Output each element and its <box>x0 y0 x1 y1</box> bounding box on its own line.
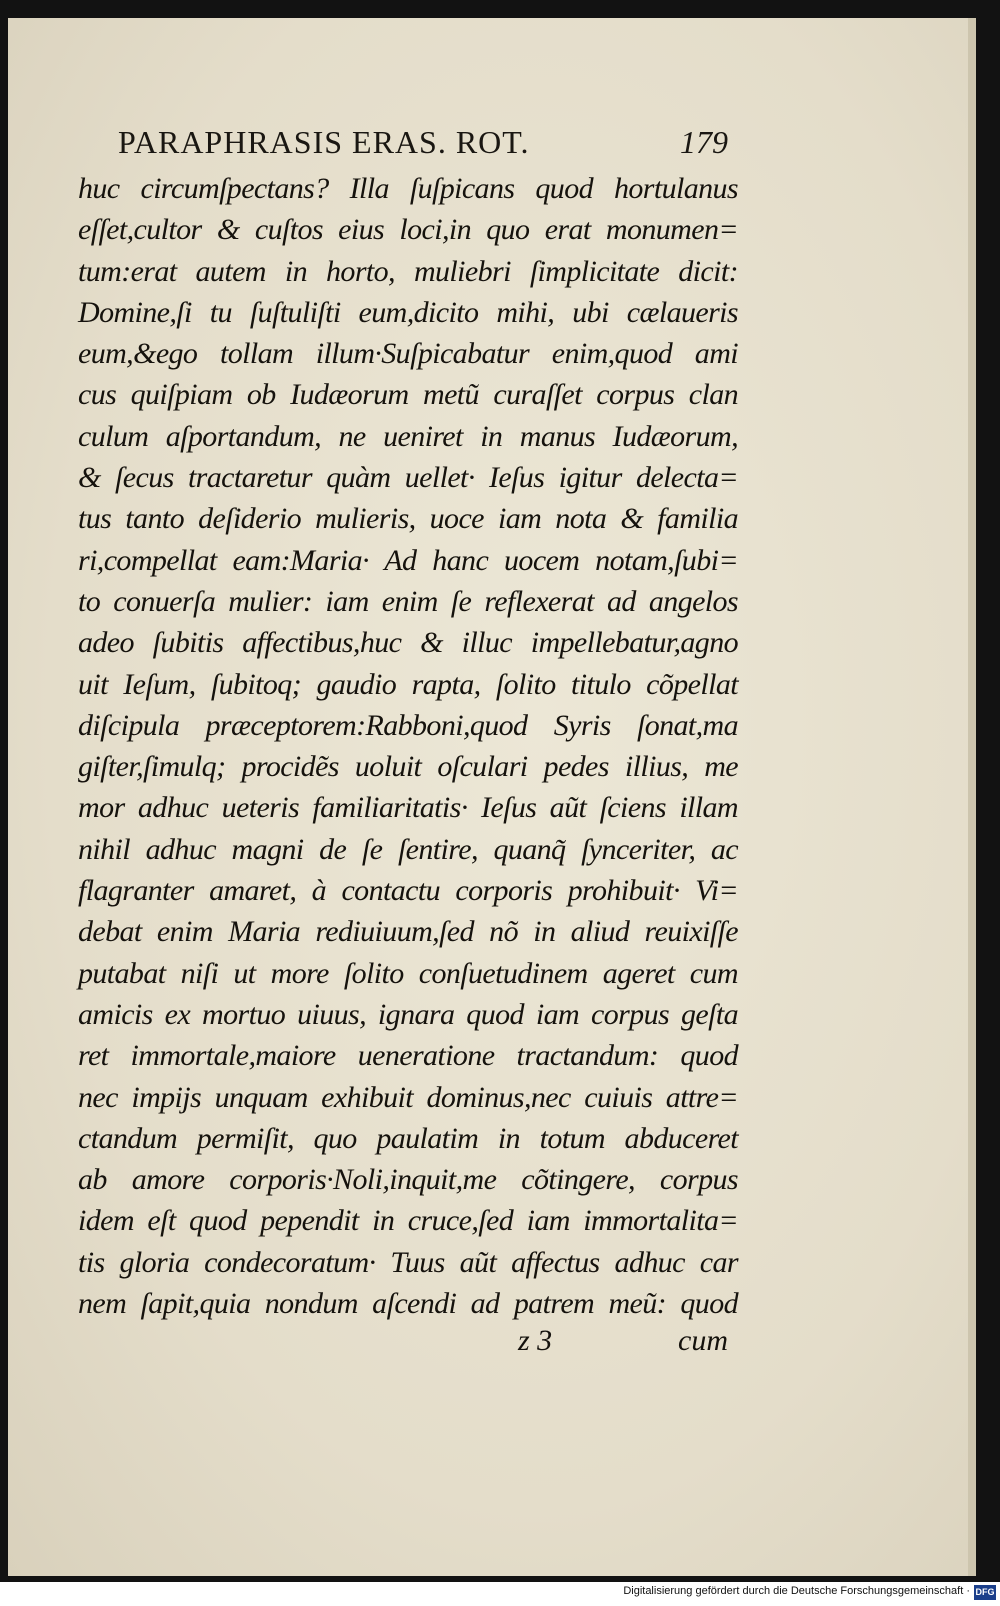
text-line: ctandum permiſit, quo paulatim in totum abduceret <box>78 1121 738 1155</box>
text-line: & ſecus tractaretur quàm uellet· Ieſus igitur delecta= <box>78 461 738 495</box>
page-footer <box>498 1324 728 1366</box>
running-title: PARAPHRASIS ERAS. ROT. <box>118 124 530 160</box>
text-line: mor adhuc ueteris familiaritatis· Ieſus aũt ſciens illam <box>78 791 738 825</box>
text-line: ab amore corporis·Noli,inquit,me cõtingere, corpus <box>78 1163 738 1197</box>
funding-credit: Digitalisierung gefördert durch die Deutsche Forschungsgemeinschaft · <box>623 1585 970 1597</box>
text-line: uit Ieſum, ſubitoq; gaudio rapta, ſolito titulo cõpellat <box>78 667 738 701</box>
catchword: cum <box>678 1324 728 1357</box>
text-line: to conuerſa mulier: iam enim ſe reflexerat ad angelos <box>78 584 738 618</box>
text-line: eſſet,cultor & cuſtos eius loci,in quo erat monumen= <box>78 213 738 247</box>
book-page <box>8 18 976 1576</box>
text-line: eum,&ego tollam illum·Suſpicabatur enim,quod ami <box>78 337 738 371</box>
text-line: ri,compellat eam:Maria· Ad hanc uocem notam,ſubi= <box>78 543 738 577</box>
text-line: putabat niſi ut more ſolito conſuetudinem ageret cum <box>78 956 738 990</box>
page-number: 179 <box>680 124 728 160</box>
credit-bar <box>0 1582 1000 1606</box>
text-line: nihil adhuc magni de ſe ſentire, quanq̃ ſynceriter, ac <box>78 832 738 866</box>
text-line: idem eſt quod pependit in cruce,ſed iam immortalita= <box>78 1204 738 1238</box>
text-line: nem ſapit,quia nondum aſcendi ad patrem meũ: quod <box>78 1287 738 1321</box>
body-text <box>78 168 738 1324</box>
text-line: amicis ex mortuo uiuus, ignara quod iam corpus geſta <box>78 997 738 1031</box>
text-line: Domine,ſi tu ſuſtuliſti eum,dicito mihi, ubi cælaueris <box>78 295 738 329</box>
text-line: debat enim Maria rediuiuum,ſed nõ in aliud reuixiſſe <box>78 915 738 949</box>
text-line: tis gloria condecoratum· Tuus aũt affectus adhuc car <box>78 1245 738 1279</box>
page-header <box>118 124 728 168</box>
signature-mark: z 3 <box>518 1324 553 1357</box>
text-line: adeo ſubitis affectibus,huc & illuc impellebatur,agno <box>78 626 738 660</box>
text-line: tus tanto deſiderio mulieris, uoce iam nota & familia <box>78 502 738 536</box>
text-line: flagranter amaret, à contactu corporis prohibuit· Vi= <box>78 874 738 908</box>
text-line: ret immortale,maiore ueneratione tractandum: quod <box>78 1039 738 1073</box>
dfg-logo-icon: DFG <box>974 1585 996 1600</box>
text-line: tum:erat autem in horto, muliebri ſimplicitate dicit: <box>78 254 738 288</box>
text-line: culum aſportandum, ne ueniret in manus Iudæorum, <box>78 419 738 453</box>
text-line: giſter,ſimulq; procidẽs uoluit oſculari pedes illius, me <box>78 750 738 784</box>
text-line: nec impijs unquam exhibuit dominus,nec cuiuis attre= <box>78 1080 738 1114</box>
text-line: huc circumſpectans? Illa ſuſpicans quod hortulanus <box>78 172 738 205</box>
text-line: cus quiſpiam ob Iudæorum metũ curaſſet corpus clan <box>78 378 738 412</box>
text-line: diſcipula præceptorem:Rabboni,quod Syris ſonat,ma <box>78 708 738 742</box>
